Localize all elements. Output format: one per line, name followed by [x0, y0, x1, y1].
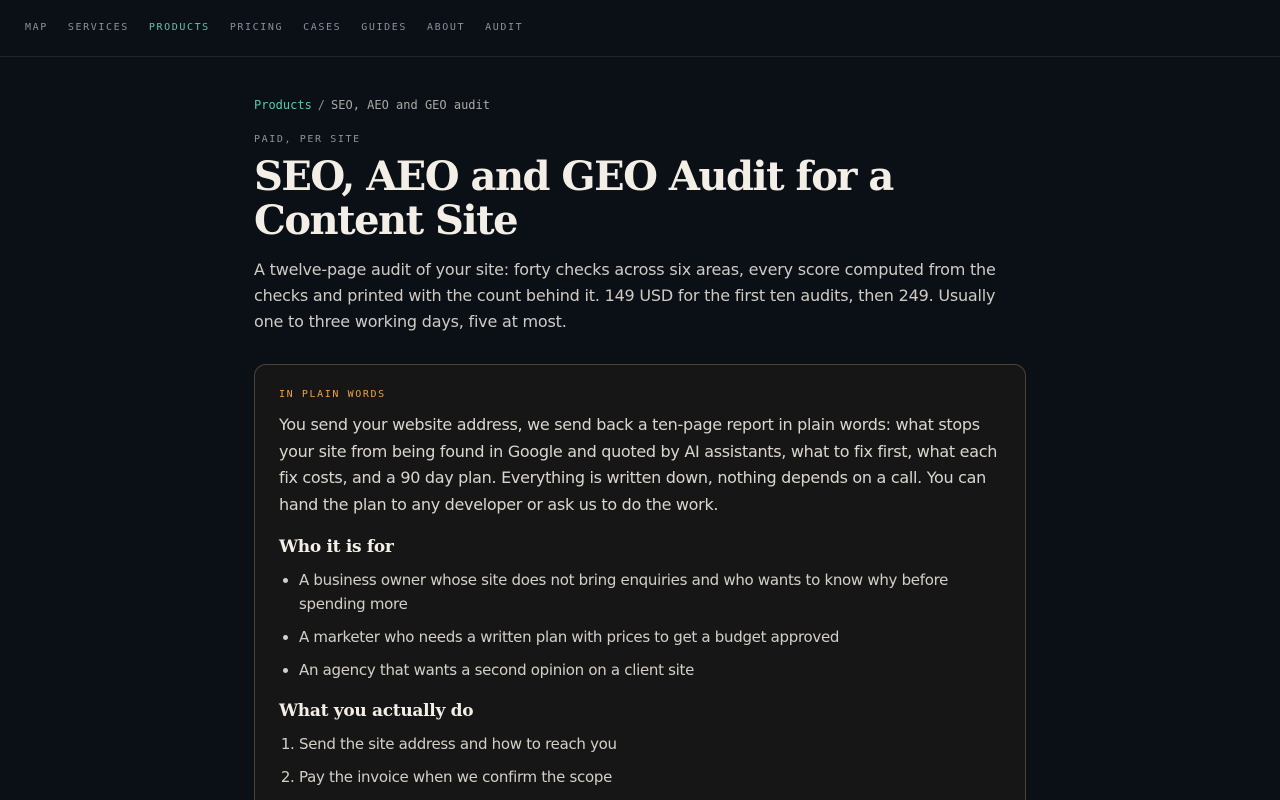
nav-item-services[interactable]: SERVICES	[67, 22, 129, 33]
list-item: 2. Pay the invoice when we confirm the scope	[299, 765, 1001, 789]
nav-item-audit[interactable]: AUDIT	[485, 22, 524, 33]
nav-item-map[interactable]: MAP	[25, 22, 48, 33]
breadcrumb-separator: /	[317, 98, 326, 112]
plain-words-card	[254, 364, 1026, 800]
breadcrumb	[254, 97, 1026, 113]
nav-item-guides[interactable]: GUIDES	[361, 22, 407, 33]
list-item: • A business owner whose site does not bring enquiries and who wants to know why before spending more	[299, 568, 1001, 616]
nav-item-about[interactable]: ABOUT	[427, 22, 466, 33]
top-navigation	[0, 0, 1280, 57]
list-item: • A marketer who needs a written plan with prices to get a budget approved	[299, 625, 1001, 649]
list-item: 1. Send the site address and how to reach you	[299, 732, 1001, 756]
what-you-do-heading: What you actually do	[279, 701, 474, 721]
page-eyebrow: PAID, PER SITE	[254, 134, 361, 145]
card-eyebrow: IN PLAIN WORDS	[279, 389, 386, 400]
who-it-is-for-heading: Who it is for	[279, 537, 394, 557]
who-it-is-for-list	[279, 568, 1001, 682]
page-lede: A twelve-page audit of your site: forty checks across six areas, every score computed from the checks and printed with the count behind it. 149 USD for the first ten audits, then 249. Usually one to three working days, five at most.	[254, 260, 996, 331]
what-you-do-list	[279, 732, 1001, 789]
breadcrumb-current: SEO, AEO and GEO audit	[331, 98, 490, 112]
nav-item-products[interactable]: PRODUCTS	[148, 22, 210, 33]
nav-item-pricing[interactable]: PRICING	[229, 22, 284, 33]
main-content	[254, 97, 1026, 335]
card-body-text: You send your website address, we send back a ten-page report in plain words: what stops your site from being found in Google and quoted by AI assistants, what to fix first, what each fix costs, and a 90 day plan. Everything is written down, nothing depends on a call. You can hand the plan to any developer or ask us to do the work.	[279, 415, 998, 514]
list-item: • An agency that wants a second opinion on a client site	[299, 658, 1001, 682]
page-title: SEO, AEO and GEO Audit for a Content Site	[254, 153, 893, 244]
breadcrumb-link-products[interactable]: Products	[254, 98, 312, 112]
nav-item-cases[interactable]: CASES	[303, 22, 342, 33]
